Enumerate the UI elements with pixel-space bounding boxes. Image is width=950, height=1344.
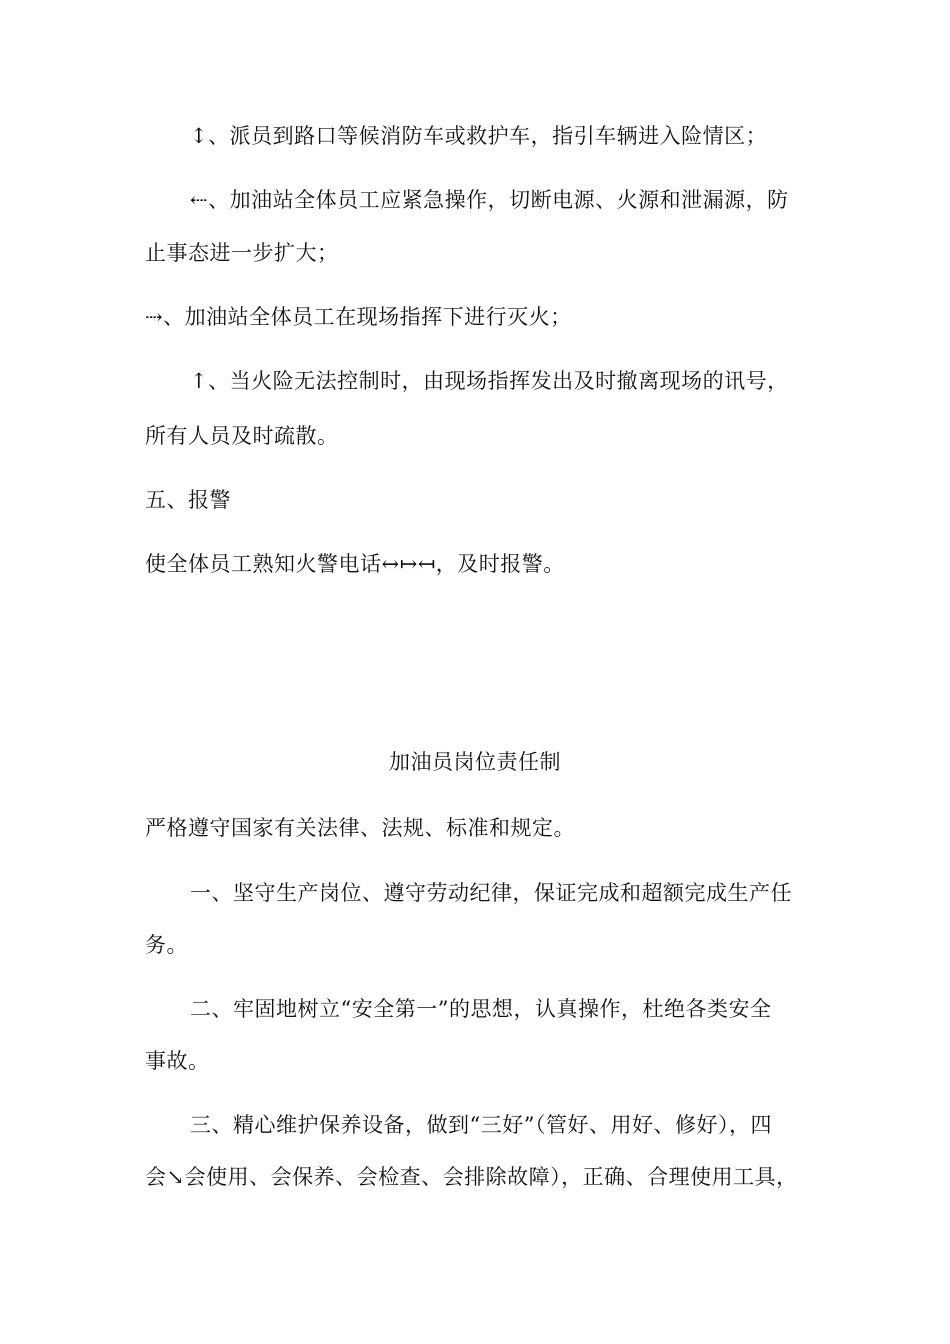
duty-item-3-line2: 会↘会使用、会保养、会检查、会排除故障），正确、合理使用工具， (145, 1165, 798, 1189)
section-heading-alarm: 五、报警 (145, 488, 231, 512)
emergency-step-dispatch: ↕、派员到路口等候消防车或救护车，指引车辆进入险情区； (190, 124, 768, 148)
intro-paragraph: 严格遵守国家有关法律、法规、标准和规定。 (145, 816, 575, 840)
emergency-step-evacuate-line1: ↑、当火险无法控制时，由现场指挥发出及时撤离现场的讯号， (190, 369, 789, 393)
duty-item-2-line1: 二、牢固地树立“安全第一”的思想，认真操作，杜绝各类安全 (190, 997, 772, 1021)
alarm-instruction: 使全体员工熟知火警电话↔↦↤，及时报警。 (145, 552, 565, 576)
duty-item-1-line2: 务。 (145, 933, 188, 957)
emergency-step-cutoff-line2: 止事态进一步扩大； (145, 241, 339, 265)
duty-item-2-line2: 事故。 (145, 1049, 210, 1073)
emergency-step-cutoff-line1: ⇠、加油站全体员工应紧急操作，切断电源、火源和泄漏源，防 (190, 188, 789, 212)
emergency-step-extinguish: ⇢、加油站全体员工在现场指挥下进行灭火； (145, 305, 572, 329)
duty-item-3-line1: 三、精心维护保养设备，做到“三好”（管好、用好、修好），四 (190, 1113, 772, 1137)
document-title: 加油员岗位责任制 (389, 750, 561, 774)
emergency-step-evacuate-line2: 所有人员及时疏散。 (145, 424, 339, 448)
duty-item-1-line1: 一、坚守生产岗位、遵守劳动纪律，保证完成和超额完成生产任 (190, 881, 792, 905)
